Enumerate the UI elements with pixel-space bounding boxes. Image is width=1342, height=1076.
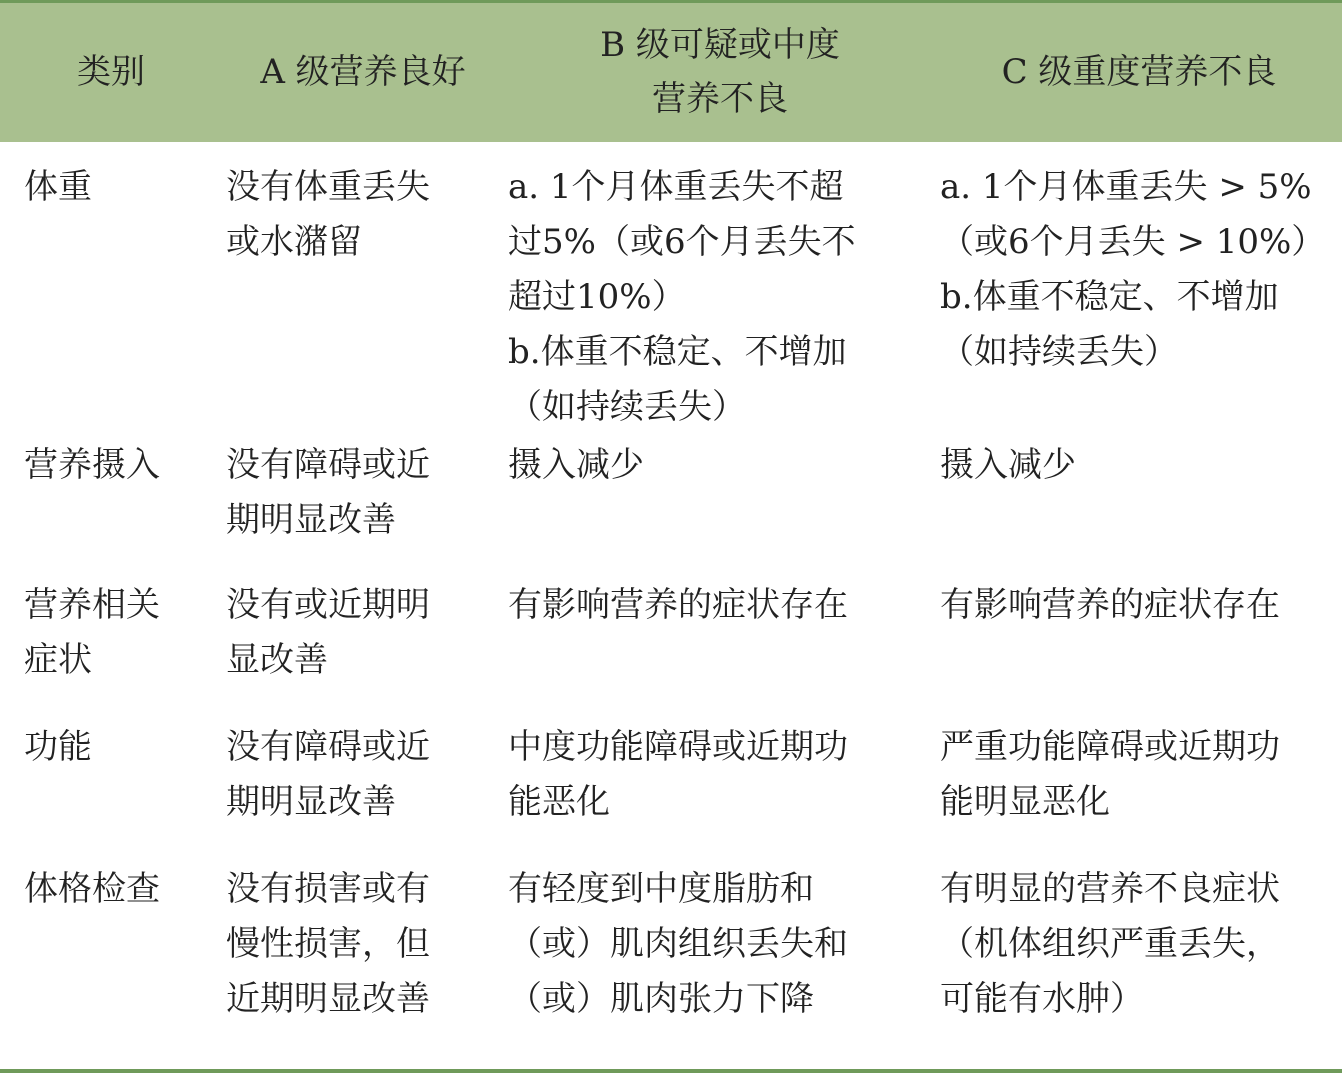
cell-line: 没有体重丢失: [226, 166, 430, 207]
cell-line: 显改善: [226, 639, 328, 680]
cell-line: 有明显的营养不良症状: [940, 868, 1280, 909]
cell-category: [0, 720, 222, 862]
cell-line: 或水潴留: [226, 221, 362, 262]
cell-line: a. 1个月体重丢失 > 5%: [940, 166, 1312, 207]
cell-line: 有轻度到中度脂肪和: [508, 868, 814, 909]
cell-grade-a: [222, 720, 504, 862]
table-row-weight: [0, 142, 1342, 438]
cell-line: 没有障碍或近: [226, 444, 430, 485]
table-row-symptoms: [0, 578, 1342, 720]
cell-line: 有影响营养的症状存在: [940, 584, 1280, 625]
cell-line: 期明显改善: [226, 499, 396, 540]
header-grade-a: A 级营养良好: [222, 2, 504, 142]
cell-line: b.体重不稳定、不增加: [508, 331, 847, 372]
cell-line: 功能: [24, 726, 92, 767]
cell-line: 没有损害或有: [226, 868, 430, 909]
cell-line: 有影响营养的症状存在: [508, 584, 848, 625]
cell-line: 可能有水肿）: [940, 978, 1144, 1019]
table-body: [0, 142, 1342, 1027]
table-row-physical-exam: [0, 862, 1342, 1027]
cell-grade-a: [222, 578, 504, 720]
cell-line: b.体重不稳定、不增加: [940, 276, 1279, 317]
cell-line: 没有或近期明: [226, 584, 430, 625]
cell-line: 慢性损害，但: [226, 923, 430, 964]
cell-grade-a: [222, 862, 504, 1027]
cell-line: 营养相关: [24, 584, 160, 625]
cell-line: （如持续丢失）: [508, 386, 746, 427]
cell-line: 摄入减少: [508, 444, 644, 485]
cell-grade-b: [504, 720, 936, 862]
cell-line: 体重: [24, 166, 92, 207]
cell-line: 体格检查: [24, 868, 160, 909]
header-grade-b: [504, 2, 936, 142]
cell-category: [0, 862, 222, 1027]
cell-line: 没有障碍或近: [226, 726, 430, 767]
cell-grade-c: [936, 142, 1342, 438]
header-grade-b-line: B 级可疑或中度: [600, 25, 840, 66]
cell-line: 能恶化: [508, 781, 610, 822]
cell-category: [0, 438, 222, 578]
cell-grade-c: [936, 438, 1342, 578]
header-grade-b-line: 营养不良: [652, 79, 788, 120]
header-category: 类别: [0, 2, 222, 142]
cell-line: 期明显改善: [226, 781, 396, 822]
cell-line: 近期明显改善: [226, 978, 430, 1019]
cell-line: （或）肌肉张力下降: [508, 978, 814, 1019]
cell-category: [0, 578, 222, 720]
cell-line: 能明显恶化: [940, 781, 1110, 822]
table-row-intake: [0, 438, 1342, 578]
cell-grade-b: [504, 862, 936, 1027]
cell-line: 过5%（或6个月丢失不: [508, 221, 856, 262]
cell-line: 严重功能障碍或近期功: [940, 726, 1280, 767]
cell-line: 营养摄入: [24, 444, 160, 485]
cell-line: 中度功能障碍或近期功: [508, 726, 848, 767]
cell-line: （或）肌肉组织丢失和: [508, 923, 848, 964]
cell-line: （或6个月丢失 > 10%）: [940, 221, 1326, 262]
header-grade-c: C 级重度营养不良: [936, 2, 1342, 142]
cell-grade-b: [504, 142, 936, 438]
table-header: [0, 2, 1342, 142]
cell-line: a. 1个月体重丢失不超: [508, 166, 844, 207]
cell-line: 超过10%）: [508, 276, 686, 317]
cell-line: （如持续丢失）: [940, 331, 1178, 372]
cell-grade-c: [936, 720, 1342, 862]
cell-grade-b: [504, 438, 936, 578]
cell-grade-c: [936, 578, 1342, 720]
cell-grade-c: [936, 862, 1342, 1027]
cell-line: （机体组织严重丢失，: [940, 923, 1280, 964]
cell-category: [0, 142, 222, 438]
table-bottom-rule: [0, 1069, 1342, 1073]
table-row-function: [0, 720, 1342, 862]
cell-grade-b: [504, 578, 936, 720]
cell-grade-a: [222, 438, 504, 578]
cell-line: 摄入减少: [940, 444, 1076, 485]
cell-grade-a: [222, 142, 504, 438]
cell-line: 症状: [24, 639, 92, 680]
header-row: [0, 2, 1342, 142]
